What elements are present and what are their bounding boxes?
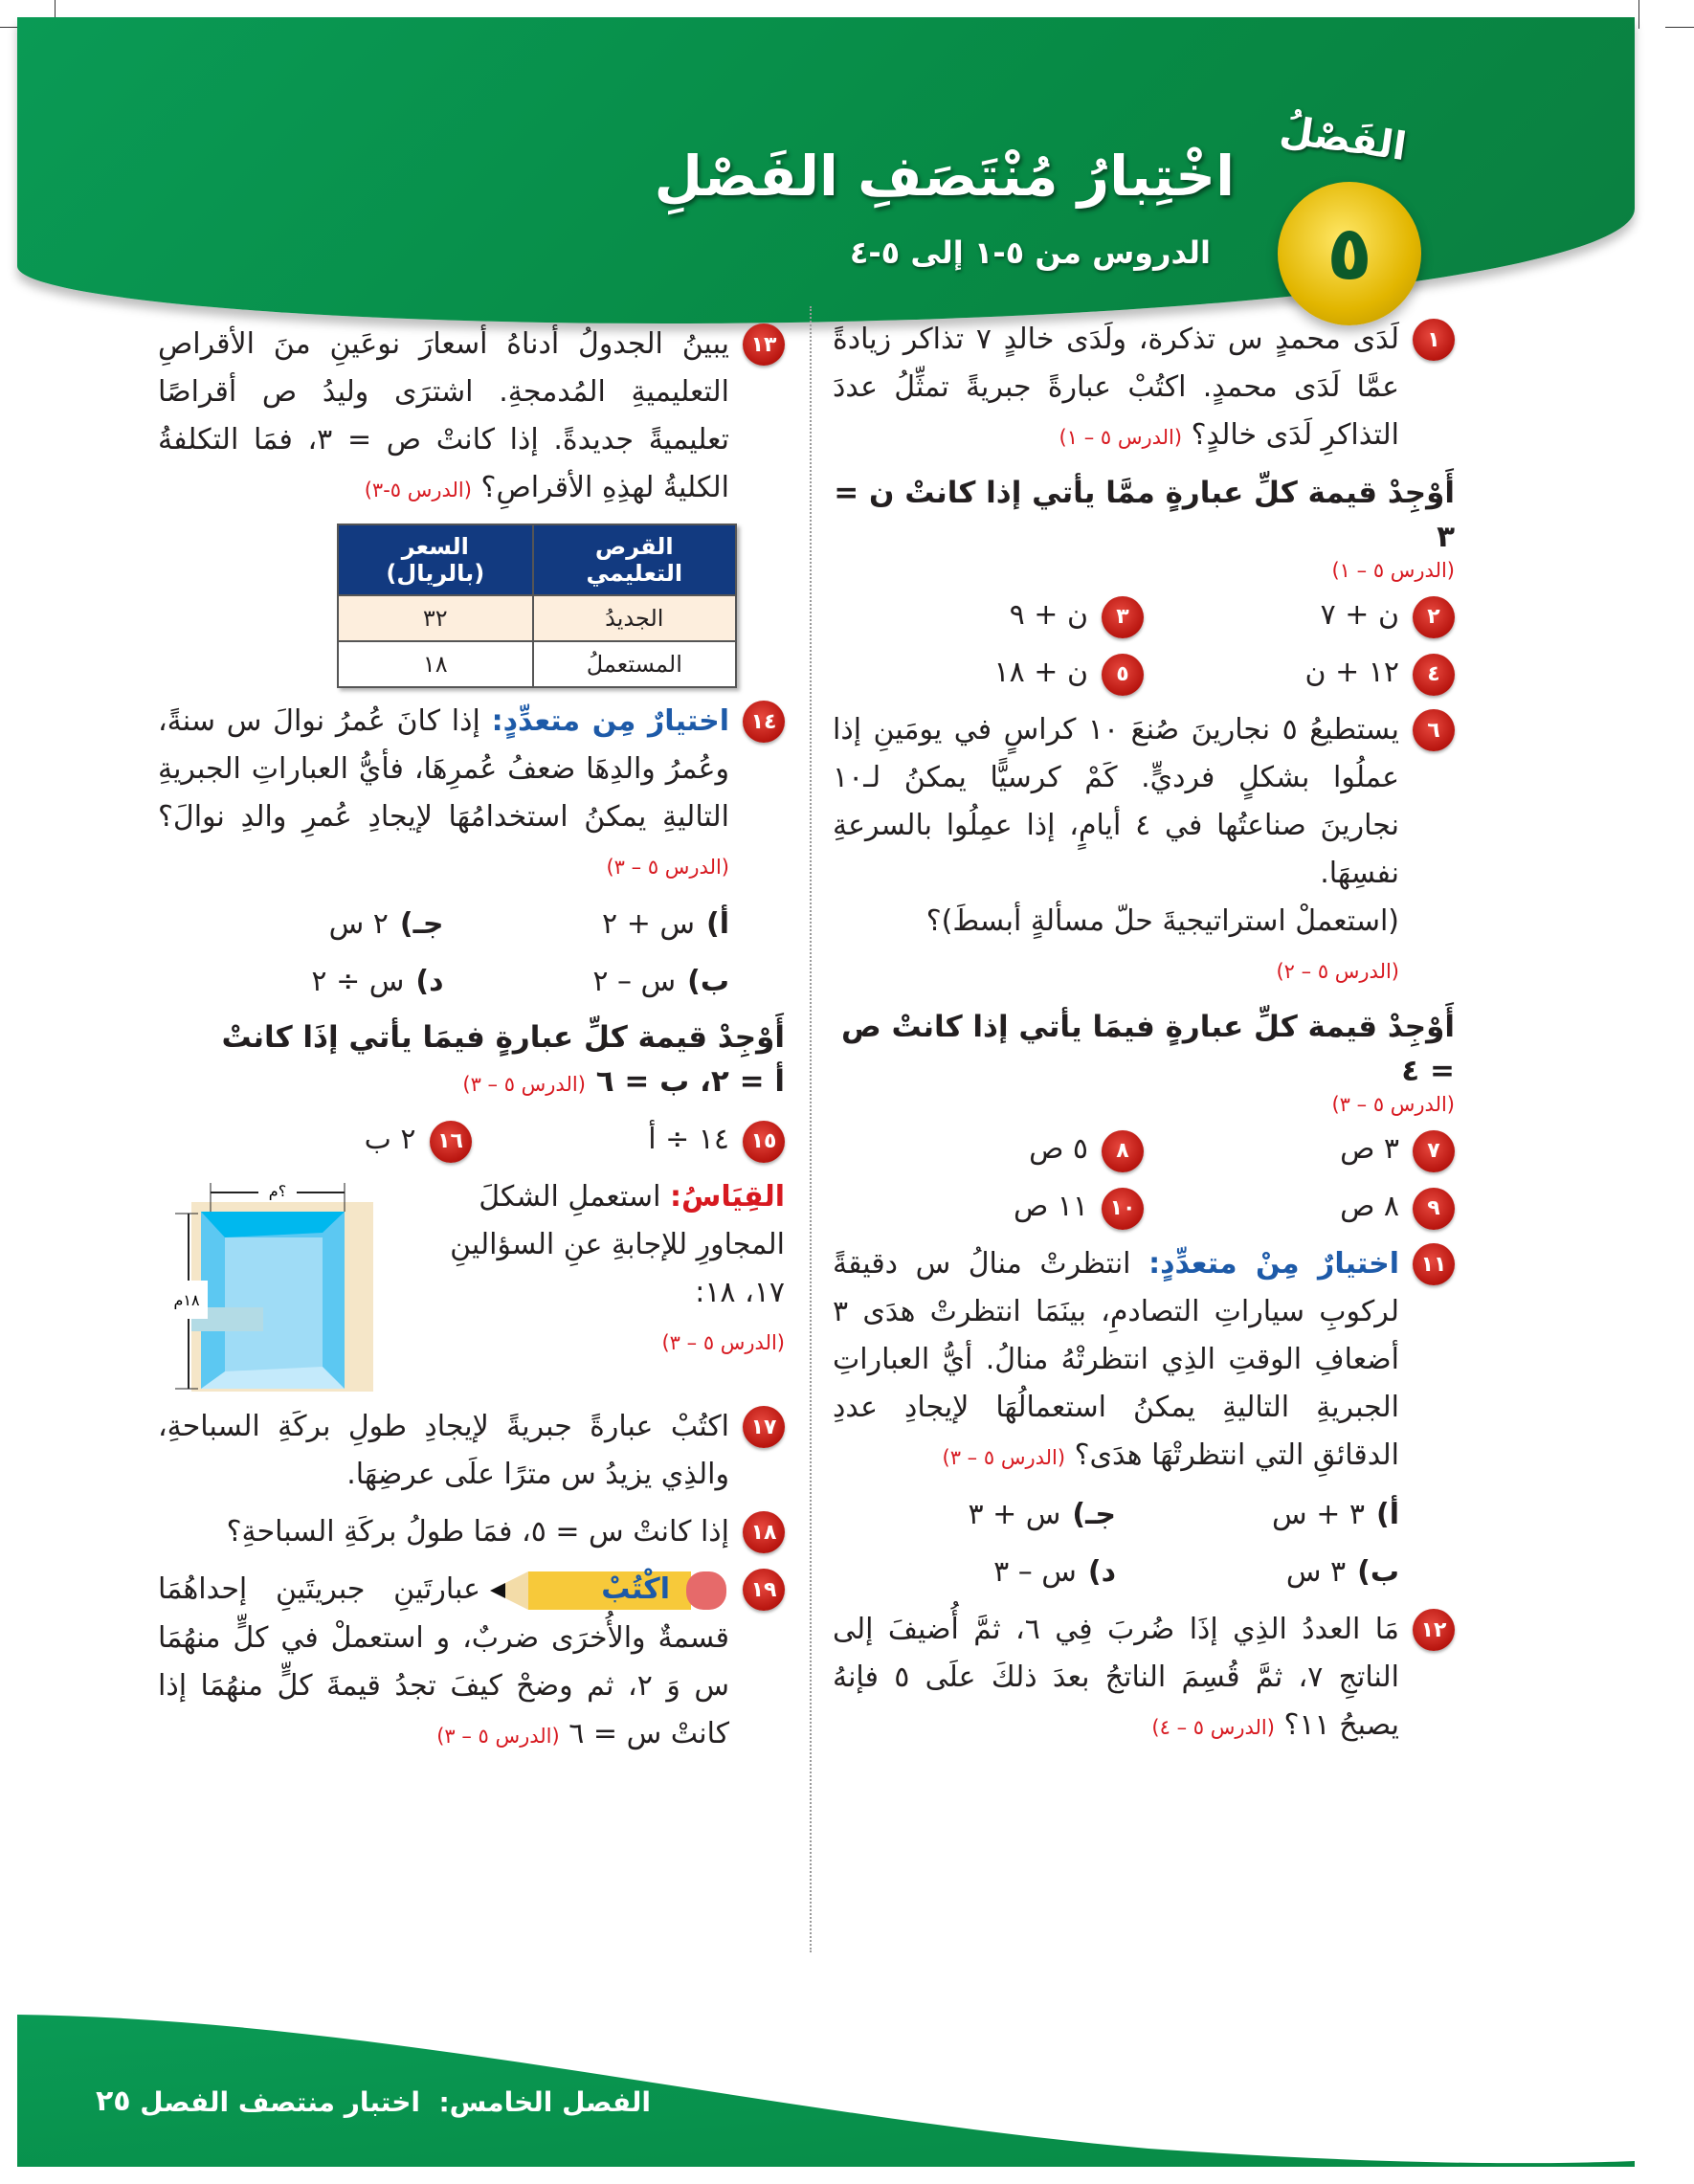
option-b: ب)٣ س (1285, 1555, 1399, 1589)
strategy-hint: (استعملْ استراتيجيةَ حلّ مسألةٍ أبسطَ)؟ (925, 904, 1399, 938)
chapter-number-badge: ٥ (1278, 182, 1421, 325)
section-heading: أَوْجِدْ قيمة كلِّ عبارةٍ ممَّا يأتي إذا كانتْ ن = ٣ (834, 476, 1455, 554)
question-text: اكتُبْ عبارةً جبريةً لإيجادِ طولِ بركَةِ السباحةِ، والذِي يزيدُ س مترًا علَى عرضِهَا. (158, 1410, 729, 1491)
option-a: أ)س + ٢ (602, 907, 729, 941)
question-8 (833, 1125, 1144, 1173)
option-b: ب)س – ٢ (592, 965, 729, 998)
question-13 (158, 321, 785, 514)
question-number: ١١ (1413, 1243, 1455, 1285)
multiple-choice-label: اختيارٌ مِنْ متعدِّدٍ: (1148, 1247, 1399, 1281)
expression: ٨ ص (1340, 1190, 1399, 1223)
height-label: ١٨م (173, 1291, 200, 1309)
option-c: جـ)٢ س (328, 907, 444, 941)
table-row (338, 595, 736, 641)
expression: ن + ١٨ (993, 656, 1088, 689)
question-text: يبينُ الجدولُ أدناهُ أسعارَ نوعَينِ منَ الأقراصِ التعليميةِ المُدمجةِ. اشترَى وليدُ ص أقراصًا تعليميةً جديدةً. إذا كانتْ ص = ٣، فمَا التكلفةُ الكليةُ لهذِهِ الأقراصِ؟ (158, 327, 729, 504)
lesson-ref: (الدرس ٥ – ٢) (1276, 960, 1399, 983)
question-12 (833, 1606, 1455, 1751)
question-text: عبارتَينِ جبريتَينِ إحداهُمَا قسمةٌ والأُخرَى ضربٌ، و استعملْ في كلٍّ منهُمَا س وَ ٢، ثم وضحْ كيفَ تجدُ قيمةَ كلٍّ منهُمَا إذا كانتْ س = ٦ (158, 1572, 729, 1750)
lesson-ref: (الدرس ٥ – ٣) (462, 1073, 586, 1096)
table-header: القرص التعليمي (533, 524, 736, 595)
question-2 (1144, 591, 1455, 639)
question-number: ٦ (1413, 709, 1455, 751)
expression: ن + ٩ (1009, 598, 1088, 632)
table-cell: الجديدُ (533, 595, 736, 641)
options-row (158, 901, 785, 948)
left-column (158, 321, 785, 1760)
lesson-ref: (الدرس ٥ – ٣) (436, 1724, 560, 1748)
measurement-label: القِيَاسُ: (669, 1180, 785, 1214)
lesson-ref: (الدرس ٥ – ٣) (1331, 1093, 1455, 1116)
exercise-row (833, 591, 1455, 639)
lesson-ref: (الدرس ٥ – ١) (1059, 426, 1183, 449)
section-heading: أَوْجِدْ قيمة كلِّ عبارةٍ فيمَا يأتي إذَا كانتْ (221, 1020, 785, 1055)
width-label: ؟م (268, 1182, 287, 1200)
question-19 (158, 1566, 785, 1760)
question-18 (158, 1508, 785, 1556)
section-heading-line2: أ = ٢، ب = ٦ (الدرس ٥ – ٣) (462, 1064, 785, 1099)
options-row (833, 1549, 1455, 1596)
cd-price-table (337, 524, 737, 688)
question-text: انتظرتْ منالُ س دقيقةً لركوبِ سياراتِ التصادمِ، بينَمَا انتظرتْ هدَى ٣ أضعافِ الوقتِ الذِي انتظرتْهُ منالُ. أيُّ العباراتِ الجبريةِ التاليةِ يمكنُ استعمالُهَا لإيجادِ عددِ الدقائقِ التي انتظرتْهَا هدَى؟ (833, 1247, 1399, 1472)
question-number: ٩ (1413, 1188, 1455, 1230)
measurement-text: استعملِ الشكلَ المجاورِ للإجابةِ عنِ السؤالينِ ١٧، ١٨: (450, 1180, 785, 1309)
question-14 (158, 698, 785, 891)
question-number: ١٢ (1413, 1609, 1455, 1651)
expression: ٢ ب (364, 1123, 416, 1156)
lesson-ref: (الدرس ٥-٣) (364, 479, 472, 501)
question-number: ٨ (1102, 1130, 1144, 1172)
question-number: ١٣ (743, 323, 785, 366)
option-d: د)س – ٣ (993, 1555, 1116, 1589)
right-column (833, 316, 1455, 1751)
option-a: أ)٣ + س (1272, 1498, 1399, 1531)
question-number: ١٥ (743, 1121, 785, 1163)
exercise-row (158, 1116, 785, 1164)
expression: ١١ ص (1013, 1190, 1088, 1223)
question-4 (1144, 649, 1455, 697)
expression: ١٤ ÷ أ (648, 1123, 729, 1156)
measurement-block (158, 1173, 785, 1393)
lesson-ref: (الدرس ٥ – ١) (1331, 559, 1455, 582)
lesson-ref: (الدرس ٥ – ٤) (1151, 1716, 1275, 1739)
write-pencil-badge (490, 1567, 729, 1615)
question-number: ١٨ (743, 1511, 785, 1553)
question-number: ٥ (1102, 654, 1144, 696)
question-17 (158, 1403, 785, 1499)
question-number: ١٠ (1102, 1188, 1144, 1230)
question-text: لَدَى محمدٍ س تذكرة، ولَدَى خالدٍ ٧ تذاكر زيادةً عمَّا لَدَى محمدٍ. اكتُبْ عبارةً جبريةً تمثِّلُ عددَ التذاكرِ لَدَى خالدٍ؟ (833, 323, 1399, 452)
question-number: ٣ (1102, 596, 1144, 638)
section-heading-block (833, 471, 1455, 582)
exercise-row (833, 1125, 1455, 1173)
swimming-pool-figure (158, 1173, 397, 1393)
question-number: ١٩ (743, 1569, 785, 1611)
table-header: السعر (بالريال) (338, 524, 533, 595)
question-text: مَا العددُ الذِي إذَا ضُربَ فِي ٦، ثمَّ أُضيفَ إلى الناتجِ ٧، ثمَّ قُسِمَ الناتجُ بعدَ ذلكَ علَى ٥ فإنهُ يصبحُ ١١؟ (833, 1613, 1400, 1742)
lesson-ref: (الدرس ٥ – ٣) (661, 1331, 785, 1354)
page-number: ٢٥ (96, 2084, 131, 2118)
expression: ٣ ص (1340, 1132, 1399, 1166)
question-number: ٢ (1413, 596, 1455, 638)
table-cell: المستعملُ (533, 641, 736, 687)
options-row (833, 1491, 1455, 1539)
lesson-ref: (الدرس ٥ – ٣) (606, 856, 729, 879)
question-number: ٤ (1413, 654, 1455, 696)
question-15 (472, 1116, 786, 1164)
multiple-choice-label: اختيارٌ مِن متعدِّدٍ: (491, 704, 729, 738)
question-number: ١٧ (743, 1406, 785, 1448)
question-16 (158, 1116, 472, 1164)
write-label: اكْتُبْ (601, 1571, 670, 1606)
page-subtitle: الدروس من ٥-١ إلى ٥-٤ (849, 234, 1211, 271)
table-cell: ٣٢ (338, 595, 533, 641)
question-11 (833, 1240, 1455, 1482)
expression: ٥ ص (1029, 1132, 1088, 1166)
question-9 (1144, 1183, 1455, 1231)
page-title: اخْتِبارُ مُنْتَصَفِ الفَصْلِ (654, 144, 1235, 209)
question-10 (833, 1183, 1144, 1231)
option-d: د)س ÷ ٢ (311, 965, 444, 998)
question-text: إذا كانتْ س = ٥، فمَا طولُ بركَةِ السباحةِ؟ (226, 1515, 729, 1549)
chapter-label: الفَصْلُ (1277, 107, 1410, 170)
lesson-ref: (الدرس ٥ – ٣) (942, 1446, 1066, 1469)
expression: ١٢ + ن (1304, 656, 1399, 689)
question-number: ٧ (1413, 1130, 1455, 1172)
question-number: ١ (1413, 319, 1455, 361)
footer-title (140, 2086, 651, 2118)
question-3 (833, 591, 1144, 639)
question-text: إذا كانَ عُمرُ نوالَ س سنةً، وعُمرُ والدِهَا ضعفُ عُمرِهَا، فأيُّ العباراتِ الجبريةِ التاليةِ يمكنُ استخدامُهَا لإيجادِ عُمرِ والدِ نوالَ؟ (158, 704, 729, 834)
question-number: ١٦ (430, 1121, 472, 1163)
question-5 (833, 649, 1144, 697)
table-row (338, 641, 736, 687)
expression: ن + ٧ (1320, 598, 1399, 632)
section-heading: أَوْجِدْ قيمة كلِّ عبارةٍ فيمَا يأتي إذا كانتْ ص = ٤ (841, 1010, 1455, 1088)
section-heading-block (833, 1005, 1455, 1116)
question-1 (833, 316, 1455, 461)
option-c: جـ)س + ٣ (968, 1498, 1116, 1531)
question-6 (833, 706, 1455, 995)
question-text: يستطيعُ ٥ نجارينَ صُنعَ ١٠ كراسٍ في يومَينِ إذا عملُوا بشكلٍ فرديٍّ. كَمْ كرسيًّا يمكنُ لـ١٠ نجارينَ صناعتُها في ٤ أيامٍ، إذا عمِلُوا بالسرعةِ نفسِهَا. (833, 713, 1399, 890)
section-heading-block (158, 1015, 785, 1106)
question-number: ١٤ (743, 701, 785, 743)
measurement-prompt (440, 1173, 785, 1367)
footer-chapter: الفصل الخامس: (438, 2086, 651, 2118)
exercise-row (833, 649, 1455, 697)
table-cell: ١٨ (338, 641, 533, 687)
question-7 (1144, 1125, 1455, 1173)
options-row (158, 958, 785, 1006)
footer-section: اختبار منتصف الفصل (140, 2086, 420, 2118)
exercise-row (833, 1183, 1455, 1231)
